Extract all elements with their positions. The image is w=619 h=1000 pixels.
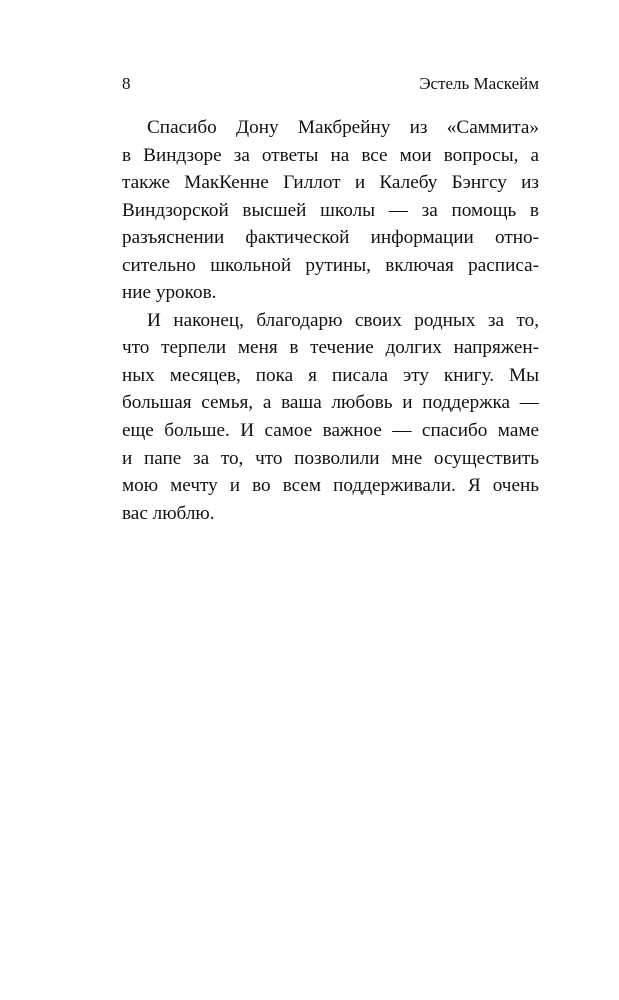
text-line: в Виндзоре за ответы на все мои вопросы, а <box>122 144 539 166</box>
running-head-author: Эстель Маскейм <box>419 74 539 93</box>
text-line: разъяснении фактической информации отно- <box>122 227 539 249</box>
paragraph-family <box>122 307 539 527</box>
body-text <box>122 114 539 527</box>
text-line: сительно школьной рутины, включая расписа- <box>122 254 539 276</box>
text-line: И наконец, благодарю своих родных за то, <box>147 309 539 331</box>
text-line: Виндзорской высшей школы — за помощь в <box>122 199 539 221</box>
text-line: мою мечту и во всем поддерживали. Я очень <box>122 475 539 497</box>
text-line: еще больше. И самое важное — спасибо маме <box>122 420 539 442</box>
text-line: и папе за то, что позволили мне осуществить <box>122 447 539 469</box>
text-line: также МакКенне Гиллот и Калебу Бэнгсу из <box>122 172 539 194</box>
text-line: большая семья, а ваша любовь и поддержка — <box>122 392 539 414</box>
page-number: 8 <box>122 74 131 93</box>
text-line: что терпели меня в течение долгих напряжен- <box>122 337 539 359</box>
text-line: Спасибо Дону Макбрейну из «Саммита» <box>147 117 539 138</box>
text-line: ных месяцев, пока я писала эту книгу. Мы <box>122 364 539 386</box>
paragraph-acknowledgements <box>122 114 539 307</box>
text-line: ние уроков. <box>122 282 217 304</box>
text-line: вас люблю. <box>122 502 215 524</box>
